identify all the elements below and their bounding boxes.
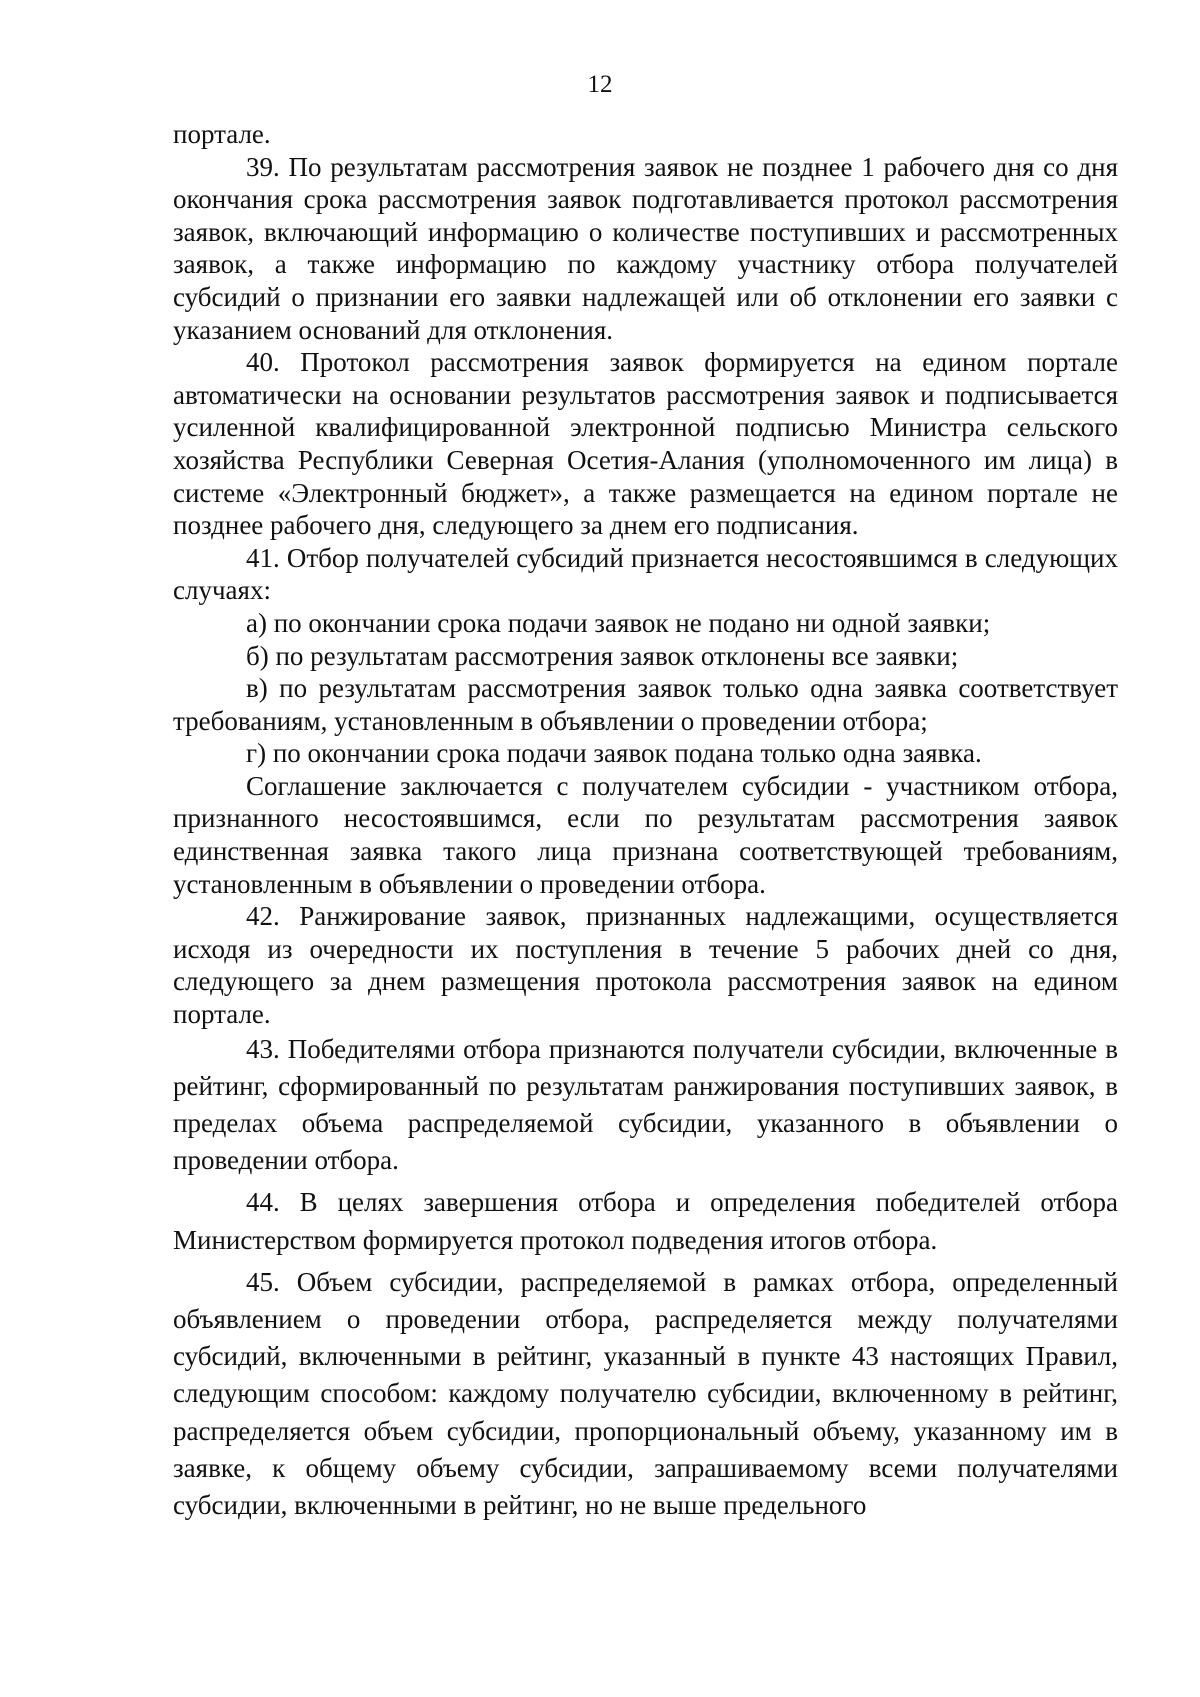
paragraph-43: 43. Победителями отбора признаются получатели субсидии, включенные в рейтинг, сформированный по результатам ранжирования поступивших заявок, в пределах объема распределяемой субсидии, указанного в объявлении о проведении отбора. [173,1033,1118,1176]
paragraph-41-item-b: б) по результатам рассмотрения заявок отклонены все заявки; [246,640,959,671]
paragraph-41-item-v: в) по результатам рассмотрения заявок только одна заявка соответствует требованиям, установленным в объявлении о проведении отбора; [173,673,1118,736]
paragraph-42: 42. Ранжирование заявок, признанных надлежащими, осуществляется исходя из очередности их поступления в течение 5 рабочих дней со дня, следующего за днем размещения протокола рассмотрения заявок на едином портале. [173,901,1118,1030]
paragraph-41-item-a: а) по окончании срока подачи заявок не подано ни одной заявки; [246,607,991,638]
paragraph-continuation: портале. [173,119,271,149]
paragraph-41: 41. Отбор получателей субсидий признается несостоявшимся в следующих случаях: [173,542,1118,606]
paragraph-39: 39. По результатам рассмотрения заявок не позднее 1 рабочего дня со дня окончания срока рассмотрения заявок подготавливается протокол рассмотрения заявок, включающий информацию о количестве поступивших и рассмотренных заявок, а также информацию по каждому участнику отбора получателей субсидий о признании его заявки надлежащей или об отклонении его заявки с указанием оснований для отклонения. [173,151,1118,345]
paragraph-41-agreement: Соглашение заключается с получателем субсидии - участником отбора, признанного несостоявшимся, если по результатам рассмотрения заявок единственная заявка такого лица признана соответствующей требованиям, установленным в объявлении о проведении отбора. [173,770,1118,899]
document-body [173,118,1118,1524]
paragraph-44: 44. В целях завершения отбора и определения победителей отбора Министерством формируется протокол подведения итогов отбора. [173,1187,1118,1255]
paragraph-45: 45. Объем субсидии, распределяемой в рамках отбора, определенный объявлением о проведении отбора, распределяется между получателями субсидий, включенными в рейтинг, указанный в пункте 43 настоящих Правил, следующим способом: каждому получателю субсидии, включенному в рейтинг, распределяется объем субсидии, пропорциональный объему, указанному им в заявке, к общему объему субсидии, запрашиваемому всеми получателями субсидии, включенными в рейтинг, но не выше предельного [173,1266,1118,1521]
paragraph-41-item-g: г) по окончании срока подачи заявок подана только одна заявка. [246,738,982,769]
paragraph-40: 40. Протокол рассмотрения заявок формируется на едином портале автоматически на основании результатов рассмотрения заявок и подписывается усиленной квалифицированной электронной подписью Министра сельского хозяйства Республики Северная Осетия-Алания (уполномоченного им лица) в системе «Электронный бюджет», а также размещается на едином портале не позднее рабочего дня, следующего за днем его подписания. [173,347,1118,541]
page-number: 12 [587,71,613,98]
